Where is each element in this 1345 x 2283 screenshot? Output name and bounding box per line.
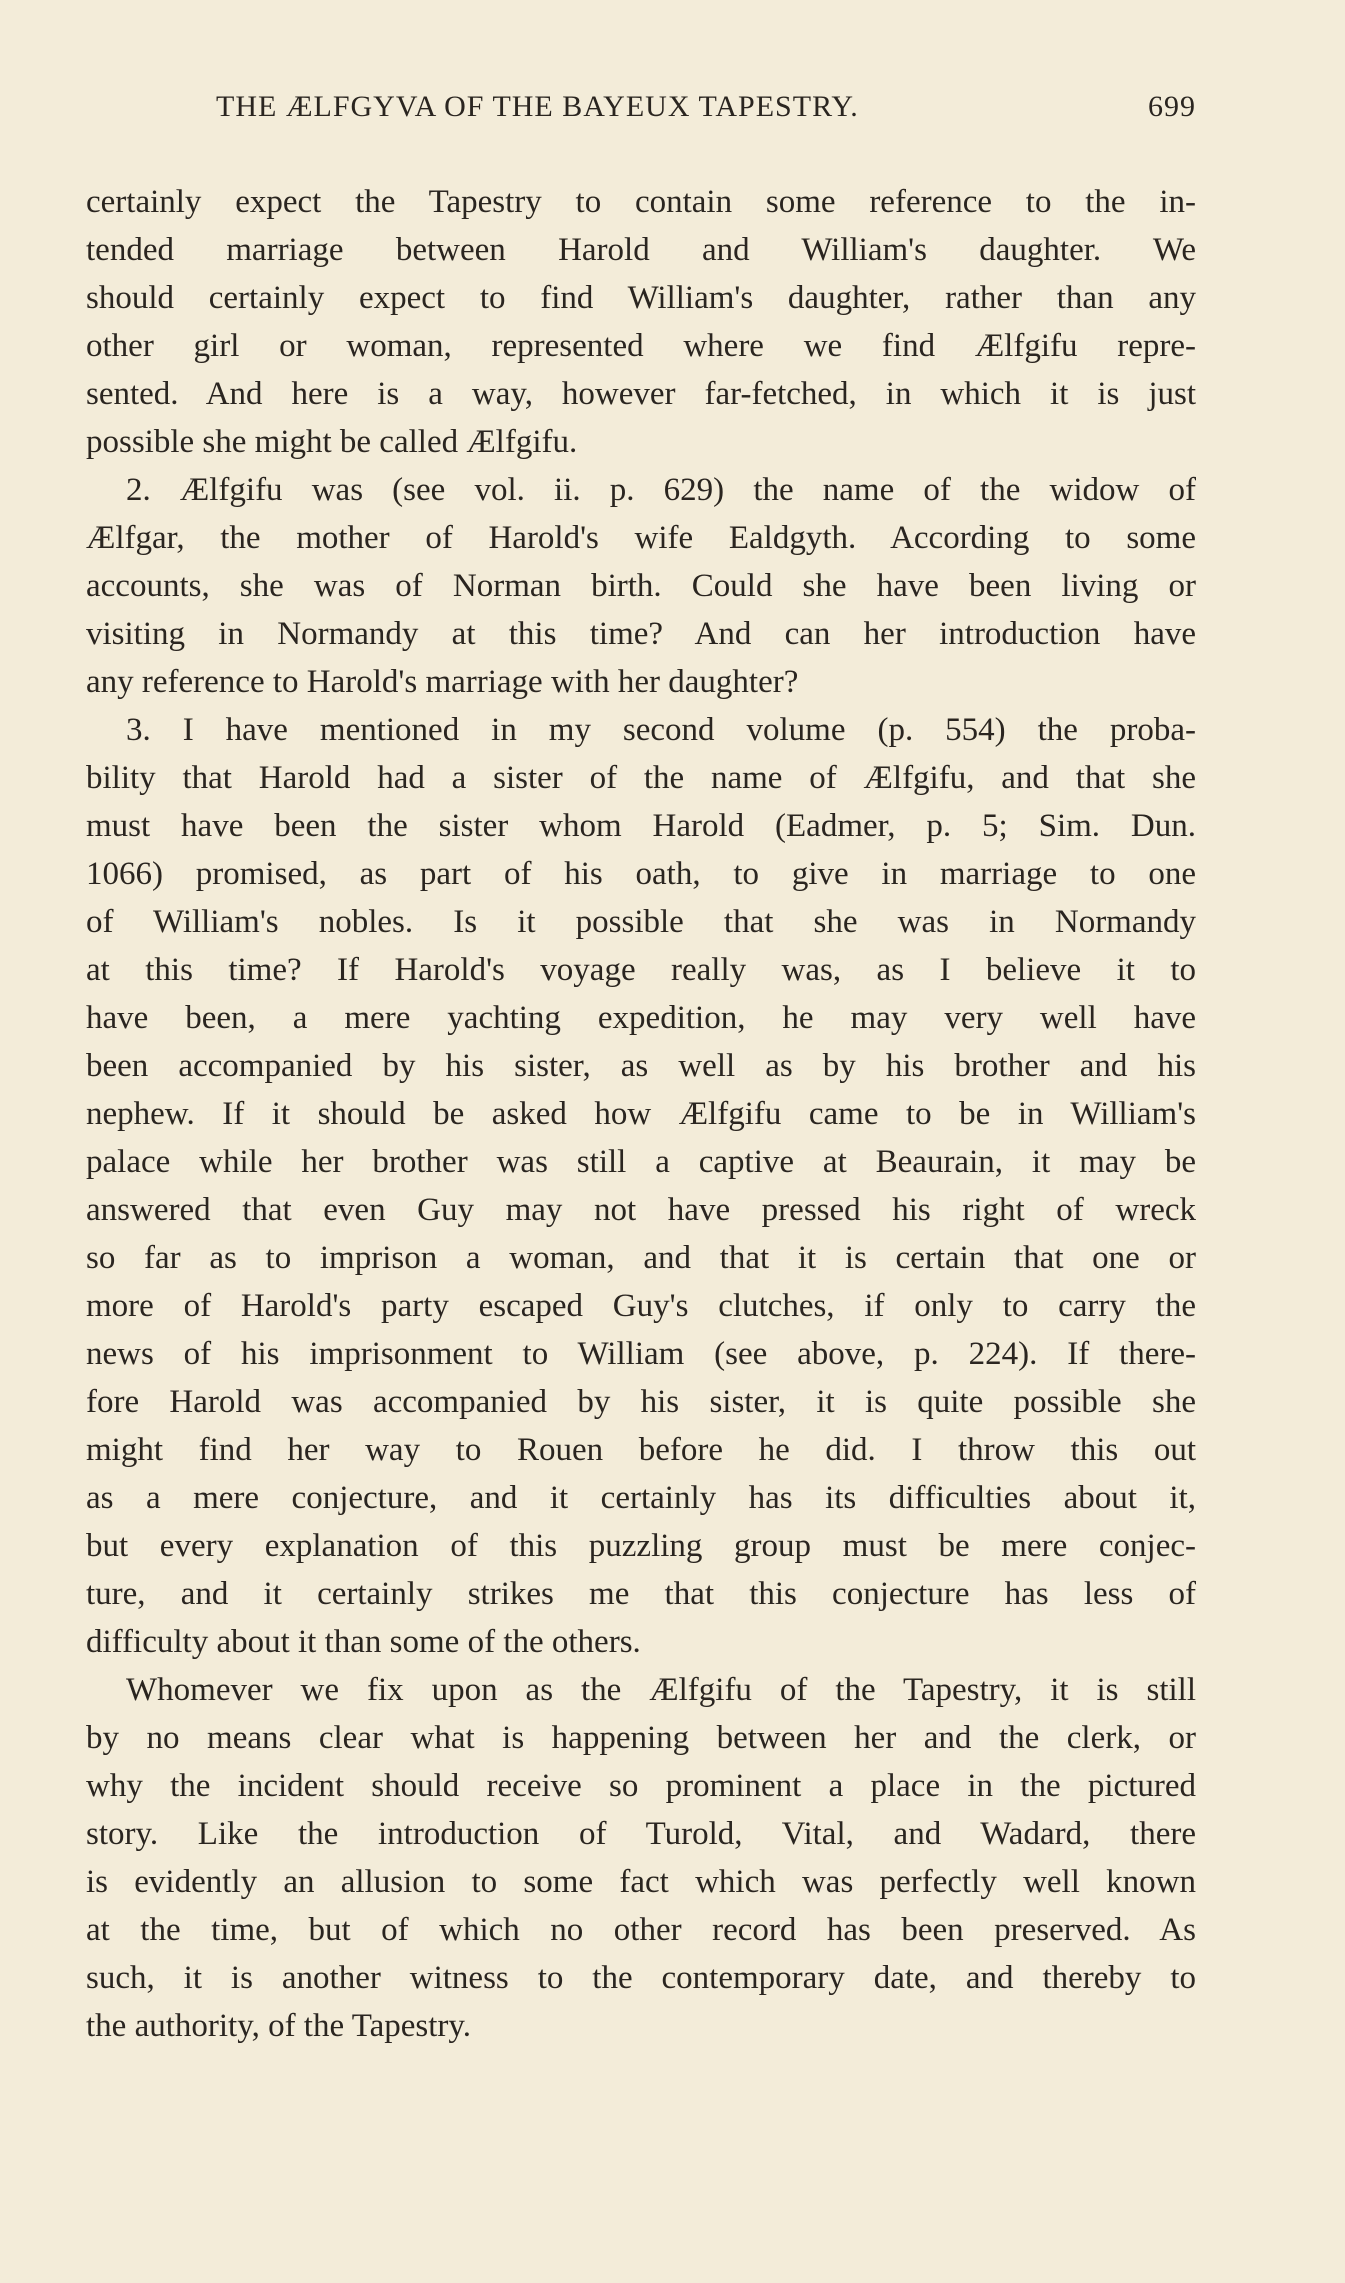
text-line: at the time, but of which no other record has been preserved. As <box>86 1912 1196 1948</box>
text-line: have been, a mere yachting expedition, he may very well have <box>86 1000 1196 1036</box>
running-title: THE ÆLFGYVA OF THE BAYEUX TAPESTRY. <box>216 90 859 123</box>
text-line: 2. Ælfgifu was (see vol. ii. p. 629) the name of the widow of <box>126 472 1196 508</box>
text-line: why the incident should receive so prominent a place in the pictured <box>86 1768 1196 1804</box>
text-line: by no means clear what is happening between her and the clerk, or <box>86 1720 1196 1756</box>
text-line: certainly expect the Tapestry to contain some reference to the in- <box>86 184 1196 220</box>
text-line: at this time? If Harold's voyage really was, as I believe it to <box>86 952 1196 988</box>
text-line: 3. I have mentioned in my second volume (p. 554) the proba- <box>126 712 1196 748</box>
paragraph <box>86 1666 1196 2050</box>
text-line: been accompanied by his sister, as well as by his brother and his <box>86 1048 1196 1084</box>
text-line: of William's nobles. Is it possible that she was in Normandy <box>86 904 1196 940</box>
page-number: 699 <box>1148 90 1196 123</box>
text-line: 1066) promised, as part of his oath, to give in marriage to one <box>86 856 1196 892</box>
text-line: other girl or woman, represented where we find Ælfgifu repre- <box>86 328 1196 364</box>
text-line: as a mere conjecture, and it certainly has its difficulties about it, <box>86 1480 1196 1516</box>
text-line: Whomever we fix upon as the Ælfgifu of the Tapestry, it is still <box>126 1672 1196 1708</box>
text-line: fore Harold was accompanied by his sister, it is quite possible she <box>86 1384 1196 1420</box>
text-line: the authority, of the Tapestry. <box>86 2008 472 2044</box>
paragraph <box>86 466 1196 706</box>
text-line: might find her way to Rouen before he did. I throw this out <box>86 1432 1196 1468</box>
text-line: difficulty about it than some of the others. <box>86 1624 641 1660</box>
text-line: answered that even Guy may not have pressed his right of wreck <box>86 1192 1196 1228</box>
text-line: Ælfgar, the mother of Harold's wife Ealdgyth. According to some <box>86 520 1196 556</box>
text-line: is evidently an allusion to some fact which was perfectly well known <box>86 1864 1196 1900</box>
text-line: accounts, she was of Norman birth. Could she have been living or <box>86 568 1196 604</box>
text-line: possible she might be called Ælfgifu. <box>86 424 578 460</box>
text-line: tended marriage between Harold and William's daughter. We <box>86 232 1196 268</box>
text-line: news of his imprisonment to William (see above, p. 224). If there- <box>86 1336 1196 1372</box>
text-line: palace while her brother was still a captive at Beaurain, it may be <box>86 1144 1196 1180</box>
text-line: must have been the sister whom Harold (Eadmer, p. 5; Sim. Dun. <box>86 808 1196 844</box>
paragraph <box>86 178 1196 466</box>
text-line: sented. And here is a way, however far-fetched, in which it is just <box>86 376 1196 412</box>
text-line: nephew. If it should be asked how Ælfgifu came to be in William's <box>86 1096 1196 1132</box>
running-head <box>86 90 1196 130</box>
text-line: more of Harold's party escaped Guy's clutches, if only to carry the <box>86 1288 1196 1324</box>
text-line: but every explanation of this puzzling group must be mere conjec- <box>86 1528 1196 1564</box>
body-text <box>86 178 1196 2050</box>
text-line: bility that Harold had a sister of the name of Ælfgifu, and that she <box>86 760 1196 796</box>
text-line: visiting in Normandy at this time? And can her introduction have <box>86 616 1196 652</box>
text-line: story. Like the introduction of Turold, Vital, and Wadard, there <box>86 1816 1196 1852</box>
paragraph <box>86 706 1196 1666</box>
text-line: any reference to Harold's marriage with her daughter? <box>86 664 799 700</box>
text-line: should certainly expect to find William's daughter, rather than any <box>86 280 1196 316</box>
text-line: so far as to imprison a woman, and that it is certain that one or <box>86 1240 1196 1276</box>
text-line: ture, and it certainly strikes me that this conjecture has less of <box>86 1576 1196 1612</box>
text-line: such, it is another witness to the contemporary date, and thereby to <box>86 1960 1196 1996</box>
